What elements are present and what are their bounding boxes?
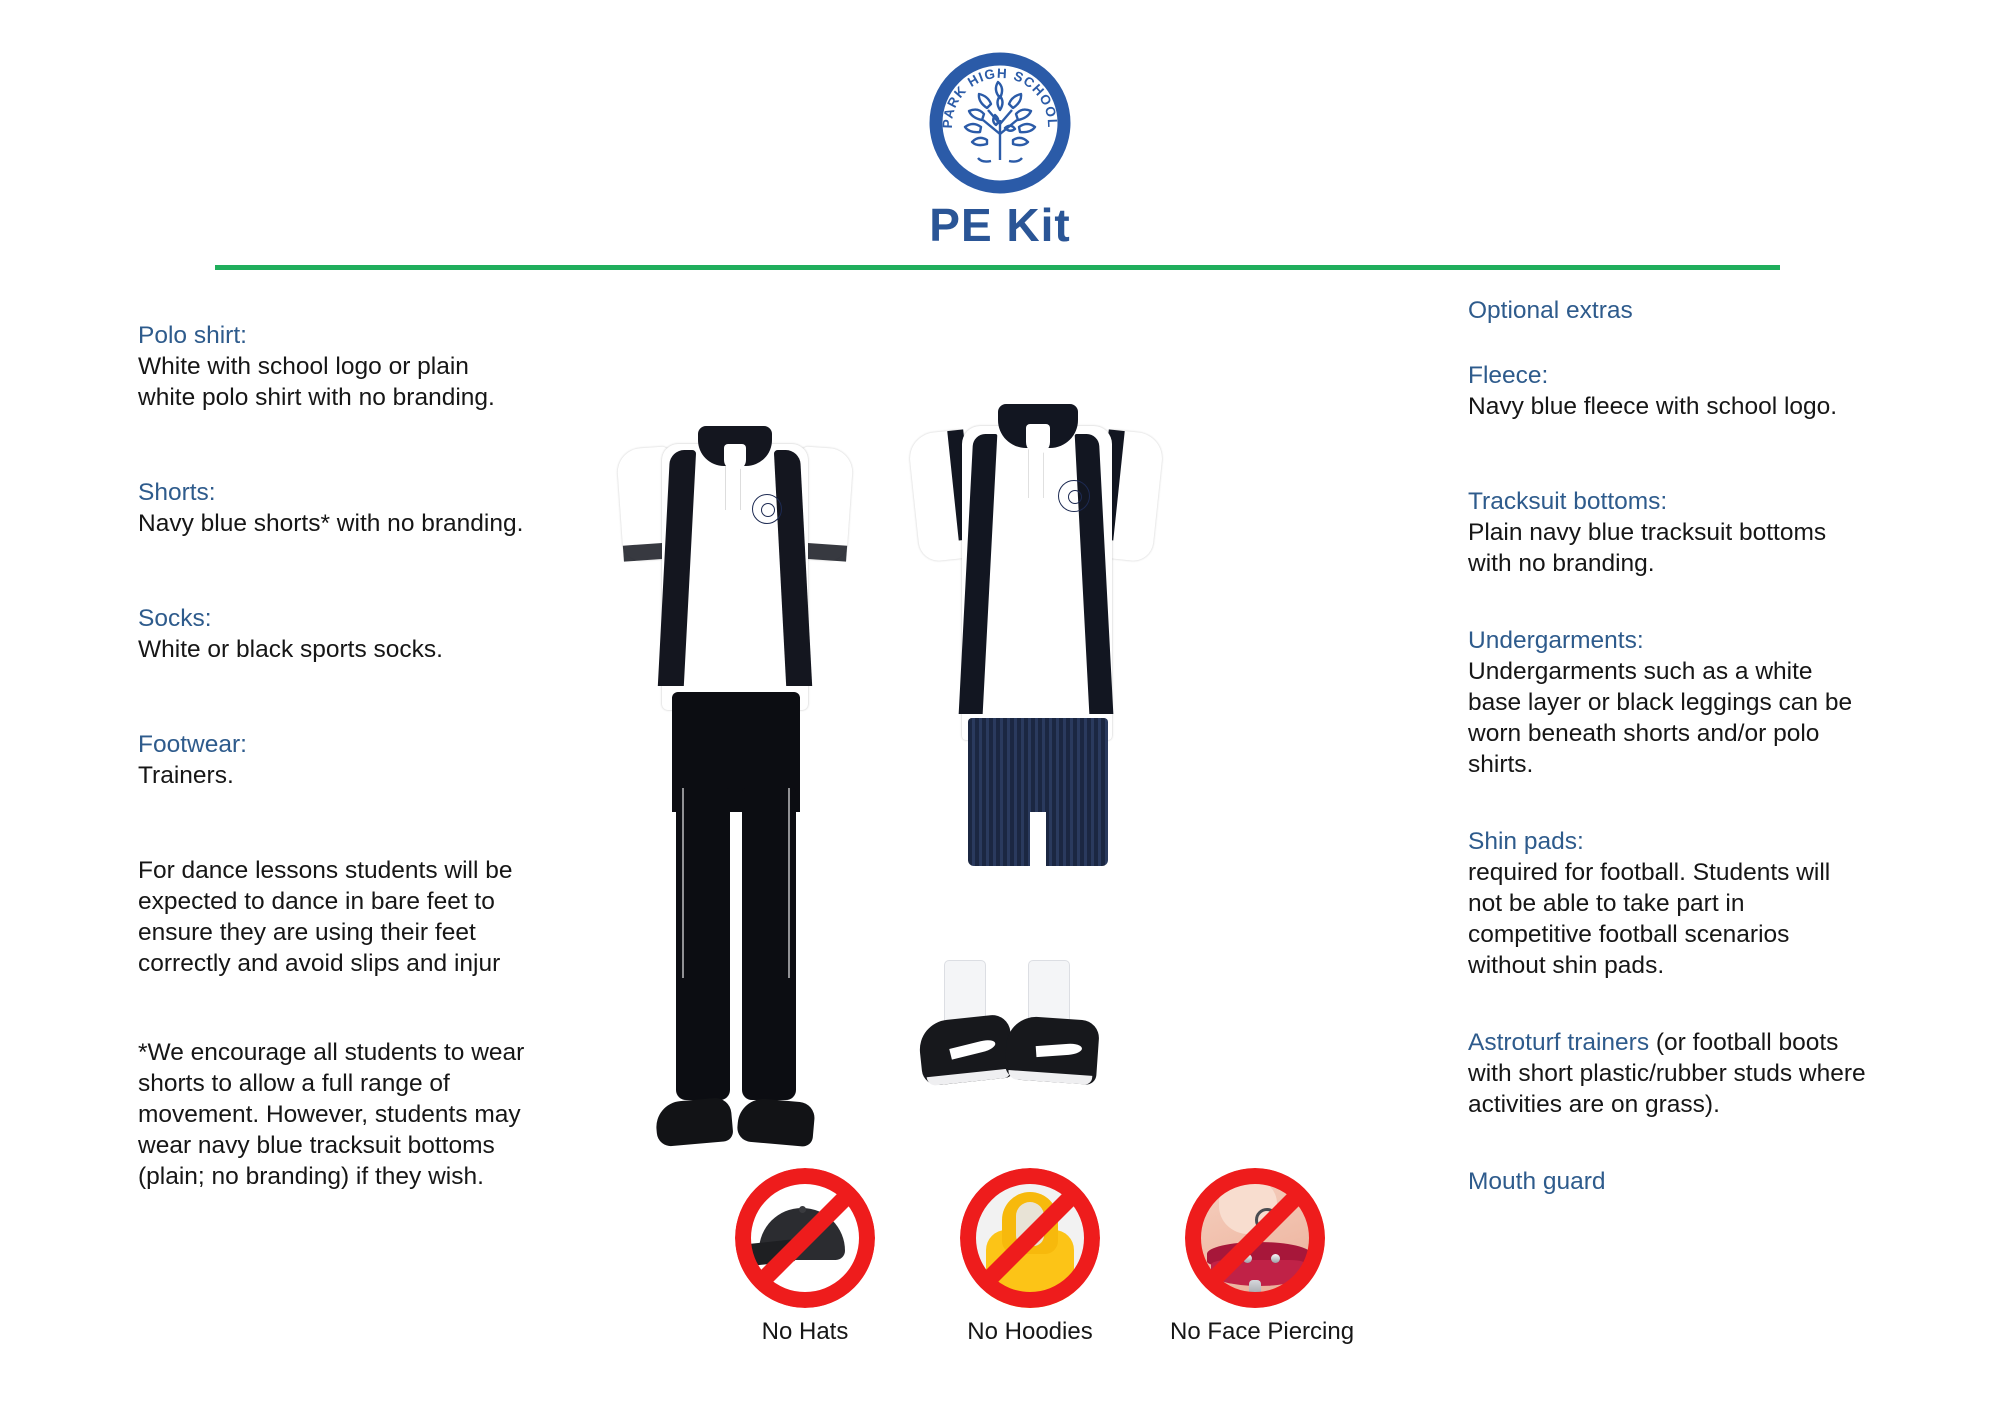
- dance-note: For dance lessons students will be expected to dance in bare feet to ensure they are using their feet correctly and avoid slips and injur: [138, 857, 513, 977]
- fleece-label: Fleece:: [1468, 362, 1549, 389]
- polo-shirt-b: [910, 400, 1160, 740]
- trainer-right: [736, 1097, 816, 1147]
- spacer: [138, 569, 528, 603]
- hoodie-icon: [960, 1168, 1100, 1308]
- socks-label: Socks:: [138, 605, 212, 632]
- cap-icon: [735, 1168, 875, 1308]
- section-footwear: [138, 729, 528, 791]
- section-astroturf-trainers: [1468, 1027, 1868, 1120]
- tracksuit-bottoms-image: [672, 692, 800, 1112]
- section-undergarments: [1468, 625, 1868, 780]
- trainers-and-socks-image: [920, 960, 1130, 1120]
- shorts-footnote: *We encourage all students to wear shorts to allow a full range of movement. However, students may wear navy blue tracksuit bottoms (plain; no branding) if they wish.: [138, 1039, 525, 1190]
- shin-pads-text: required for football. Students will not be able to take part in competitive football scenarios without shin pads.: [1468, 859, 1831, 979]
- spacer: [1468, 1150, 1868, 1166]
- school-crest-logo: [925, 48, 1075, 198]
- socks-text: White or black sports socks.: [138, 636, 443, 663]
- outfit-polo-and-tracksuit-bottoms-image: [620, 420, 850, 1180]
- section-fleece: [1468, 360, 1868, 422]
- face-piercing-icon: [1185, 1168, 1325, 1308]
- section-polo-shirt: [138, 320, 528, 413]
- footwear-text: Trainers.: [138, 762, 234, 789]
- swoosh-icon: [949, 1038, 996, 1060]
- shirt-crest-icon: [1058, 480, 1090, 512]
- trainer-left: [654, 1097, 734, 1147]
- undergarments-label: Undergarments:: [1468, 627, 1644, 654]
- polo-shirt-text: White with school logo or plain white polo shirt with no branding.: [138, 353, 495, 411]
- spacer: [1468, 810, 1868, 826]
- footwear-label: Footwear:: [138, 731, 247, 758]
- no-hats-label: No Hats: [761, 1318, 849, 1345]
- optional-extras-heading: Optional extras: [1468, 297, 1633, 324]
- spacer: [138, 443, 528, 477]
- spacer: [138, 821, 528, 855]
- svg-text:PARK HIGH SCHOOL: PARK HIGH SCHOOL: [939, 65, 1061, 129]
- no-hoodies-label: No Hoodies: [967, 1318, 1093, 1345]
- right-column: [1468, 295, 1868, 1197]
- spacer: [1468, 452, 1868, 486]
- tracksuit-bottoms-label: Tracksuit bottoms:: [1468, 488, 1668, 515]
- spacer: [138, 979, 528, 1037]
- shorts-text: Navy blue shorts* with no branding.: [138, 510, 524, 537]
- shirt-crest-icon: [752, 494, 782, 524]
- section-shorts: [138, 477, 528, 539]
- mouth-guard-label: Mouth guard: [1468, 1168, 1606, 1195]
- polo-shirt-a: [620, 420, 850, 710]
- page-title: PE Kit: [929, 199, 1071, 251]
- left-column: [138, 320, 528, 1192]
- section-shin-pads: [1468, 826, 1868, 981]
- prohibition-no-hats: [720, 1168, 890, 1346]
- shorts-label: Shorts:: [138, 479, 216, 506]
- spacer: [1468, 1011, 1868, 1027]
- spacer: [1468, 609, 1868, 625]
- astroturf-trainers-label: Astroturf trainers: [1468, 1029, 1650, 1056]
- shirt-collar: [998, 404, 1078, 448]
- spacer: [138, 695, 528, 729]
- astroturf-trainers-text: (or football boots with short plastic/rubber studs where activities are on grass).: [1468, 1029, 1866, 1118]
- page-header: [0, 0, 2000, 270]
- green-divider: [215, 265, 1780, 270]
- undergarments-text: Undergarments such as a white base layer or black leggings can be worn beneath shorts and/or polo shirts.: [1468, 658, 1853, 778]
- prohibition-no-hoodies: [945, 1168, 1115, 1346]
- trouser-leg-right: [742, 788, 796, 1100]
- fleece-text: Navy blue fleece with school logo.: [1468, 393, 1838, 420]
- spacer: [1468, 326, 1868, 360]
- trainer-right: [1004, 1015, 1100, 1085]
- no-face-piercing-label: No Face Piercing: [1170, 1318, 1355, 1345]
- section-tracksuit-bottoms: [1468, 486, 1868, 579]
- trainer-left: [917, 1013, 1015, 1086]
- shin-pads-label: Shin pads:: [1468, 828, 1584, 855]
- swoosh-icon: [1036, 1043, 1083, 1057]
- tracksuit-bottoms-text: Plain navy blue tracksuit bottoms with no branding.: [1468, 519, 1827, 577]
- polo-shirt-label: Polo shirt:: [138, 322, 247, 349]
- section-socks: [138, 603, 528, 665]
- trouser-leg-left: [676, 788, 730, 1100]
- prohibition-no-face-piercing: [1170, 1168, 1355, 1346]
- outfit-polo-and-shorts-image: [910, 400, 1160, 960]
- prohibition-row: [720, 1168, 1355, 1358]
- navy-shorts-image: [968, 718, 1108, 866]
- shirt-collar: [698, 426, 772, 466]
